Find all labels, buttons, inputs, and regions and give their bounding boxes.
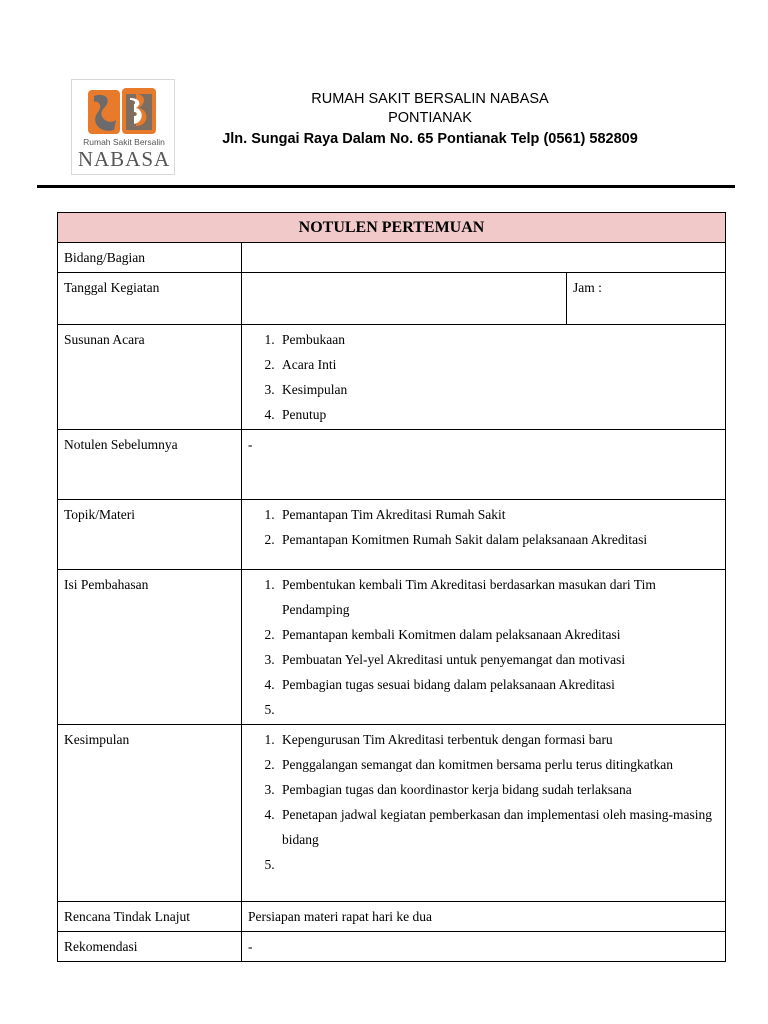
list-item: 2. Acara Inti [278,352,719,377]
list-item: 3. Kesimpulan [278,377,719,402]
bidang-value [242,243,726,273]
nabasa-logo-icon [86,86,162,140]
list-item: 2. Penggalangan semangat dan komitmen bersama perlu terus ditingkatkan [278,752,719,777]
list-item: 4. Penutup [278,402,719,427]
hospital-address: Jln. Sungai Raya Dalam No. 65 Pontianak Telp (0561) 582809 [222,131,638,147]
table-row [58,325,726,430]
table-row [58,725,726,902]
table-row [58,932,726,962]
hospital-name: RUMAH SAKIT BERSALIN NABASA [311,91,549,107]
minutes-form-table [57,212,726,962]
susunan-value [242,325,726,430]
susunan-label: Susunan Acara [58,325,242,430]
jam-label: Jam : [567,273,726,325]
bidang-label: Bidang/Bagian [58,243,242,273]
hospital-logo [71,79,175,175]
list-item: 3. Pembagian tugas dan koordinastor kerja bidang sudah terlaksana [278,777,719,802]
table-row [58,500,726,570]
topik-list [248,502,719,552]
rekomendasi-label: Rekomendasi [58,932,242,962]
form-title: NOTULEN PERTEMUAN [58,213,726,243]
title-row [58,213,726,243]
isi-value [242,570,726,725]
isi-list [248,572,719,722]
list-item: 4. Pembagian tugas sesuai bidang dalam pelaksanaan Akreditasi [278,672,719,697]
logo-caption: Rumah Sakit Bersalin [83,137,165,147]
susunan-list [248,327,719,427]
kesimpulan-label: Kesimpulan [58,725,242,902]
list-item: 1. Pemantapan Tim Akreditasi Rumah Sakit [278,502,719,527]
list-item: 1. Kepengurusan Tim Akreditasi terbentuk dengan formasi baru [278,727,719,752]
header-divider [37,185,735,188]
list-item [278,697,719,722]
notulen-value: - [242,430,726,500]
logo-name: NABASA [77,147,171,171]
table-row [58,902,726,932]
isi-label: Isi Pembahasan [58,570,242,725]
rekomendasi-value: - [242,932,726,962]
table-row [58,430,726,500]
list-item [278,852,719,877]
rencana-value: Persiapan materi rapat hari ke dua [242,902,726,932]
list-item: 1. Pembentukan kembali Tim Akreditasi berdasarkan masukan dari Tim Pendamping [278,572,719,622]
tanggal-value [242,273,567,325]
table-row [58,243,726,273]
list-item: 4. Penetapan jadwal kegiatan pemberkasan dan implementasi oleh masing-masing bidang [278,802,719,852]
tanggal-label: Tanggal Kegiatan [58,273,242,325]
table-row [58,570,726,725]
rencana-label: Rencana Tindak Lnajut [58,902,242,932]
topik-value [242,500,726,570]
list-item: 2. Pemantapan kembali Komitmen dalam pelaksanaan Akreditasi [278,622,719,647]
notulen-label: Notulen Sebelumnya [58,430,242,500]
topik-label: Topik/Materi [58,500,242,570]
kesimpulan-list [248,727,719,877]
list-item: 2. Pemantapan Komitmen Rumah Sakit dalam pelaksanaan Akreditasi [278,527,719,552]
hospital-city: PONTIANAK [388,110,472,126]
list-item: 3. Pembuatan Yel-yel Akreditasi untuk penyemangat dan motivasi [278,647,719,672]
table-row [58,273,726,325]
list-item: 1. Pembukaan [278,327,719,352]
kesimpulan-value [242,725,726,902]
